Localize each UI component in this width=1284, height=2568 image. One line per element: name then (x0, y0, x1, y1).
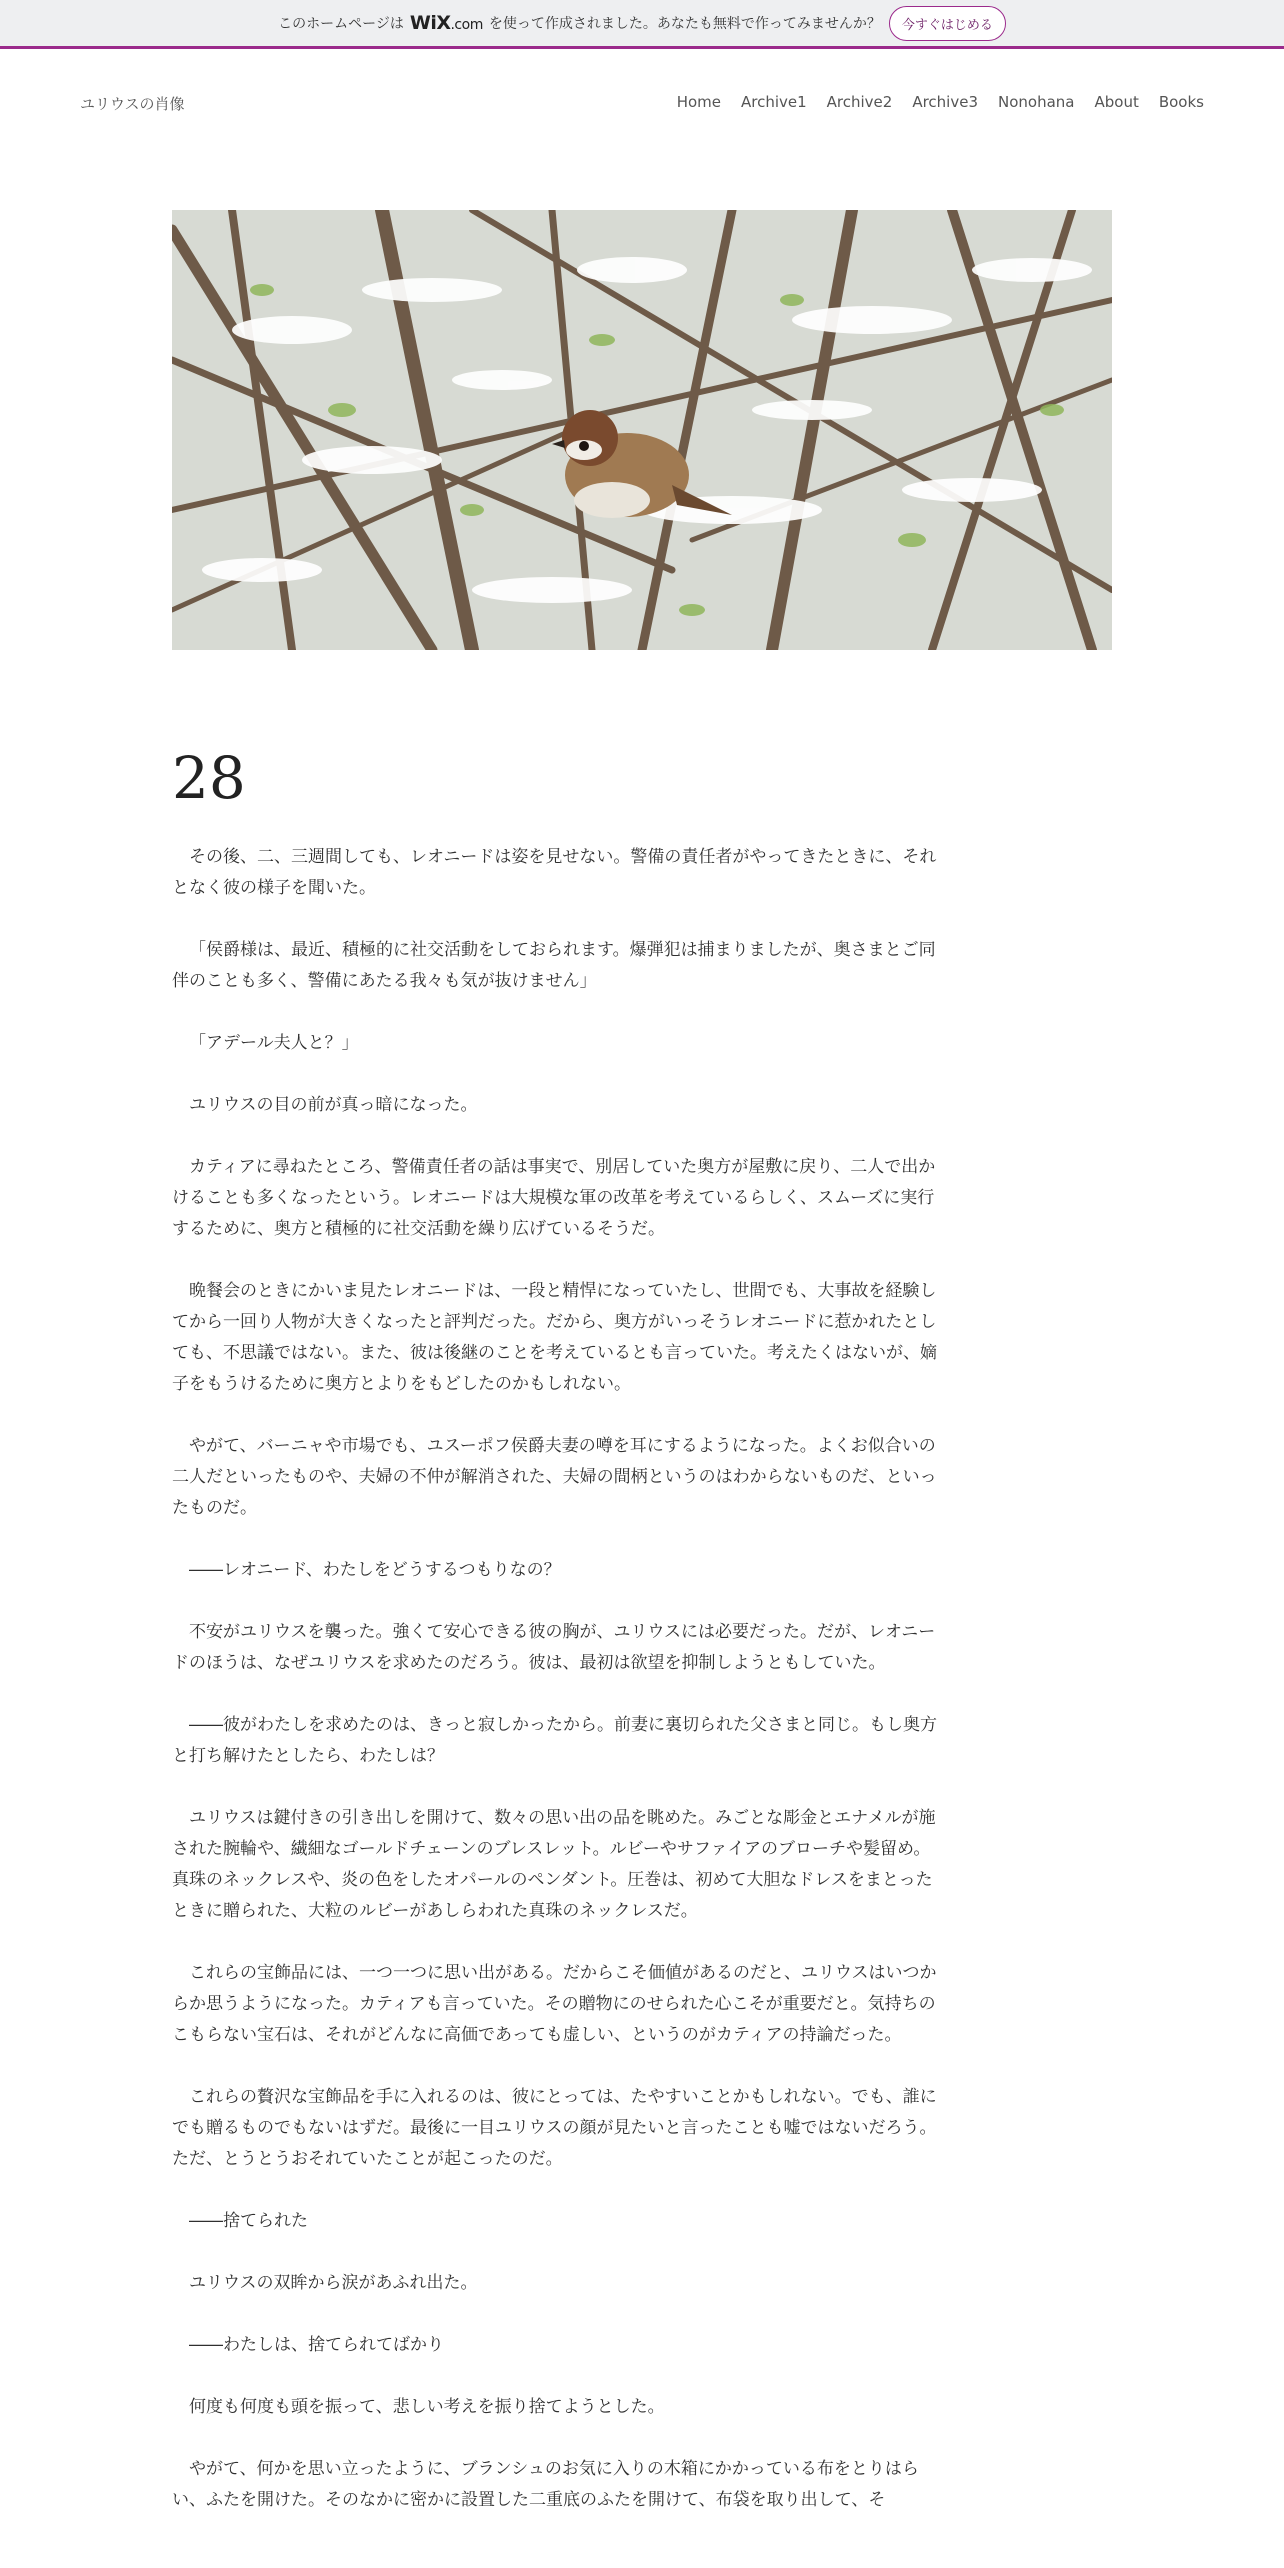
wix-logo-suffix: .com (450, 17, 483, 33)
paragraph: ユリウスの双眸から涙があふれ出た。 (189, 2273, 478, 2293)
wix-logo (410, 12, 483, 34)
paragraph: ユリウスは鍵付きの引き出しを開けて、数々の思い出の品を眺めた。みごとな彫金とエナメルが施された腕輪や、繊細なゴールドチェーンのブレスレット。ルビーやサファイアのブローチや髪留め。真珠のネックレスや、炎の色をしたオパールのペンダント。圧巻は、初めて大胆なドレスをまとったときに贈られた、大粒のルビーがあしらわれた真珠のネックレスだ。 (172, 1808, 936, 1921)
sparrow-on-snowy-branch-image (172, 210, 1112, 650)
paragraph: カティアに尋ねたところ、警備責任者の話は事実で、別居していた奥方が屋敷に戻り、二人で出かけることも多くなったという。レオニードは大規模な軍の改革を考えているらしく、スムーズに実行するために、奥方と積極的に社交活動を繰り広げているそうだ。 (172, 1157, 936, 1239)
banner-suffix: を使って作成されました。あなたも無料で作ってみませんか？ (488, 16, 881, 32)
paragraph: やがて、バーニャや市場でも、ユスーポフ侯爵夫妻の噂を耳にするようになった。よくお似合いの二人だといったものや、夫婦の不仲が解消された、夫婦の間柄というのはわからないものだ、といったものだ。 (172, 1436, 937, 1518)
nav-item-archive3[interactable]: Archive3 (912, 93, 978, 111)
paragraph: ユリウスの目の前が真っ暗になった。 (189, 1095, 478, 1115)
paragraph: 不安がユリウスを襲った。強くて安心できる彼の胸が、ユリウスには必要だった。だが、レオニードのほうは、なぜユリウスを求めたのだろう。彼は、最初は欲望を抑制しようともしていた。 (172, 1622, 936, 1673)
nav-item-books[interactable]: Books (1158, 93, 1204, 111)
banner-prefix: このホームページは (278, 16, 404, 32)
hero-image (172, 210, 1112, 650)
article-body (172, 842, 947, 2547)
paragraph: やがて、何かを思い立ったように、ブランシュのお気に入りの木箱にかかっている布をとりはらい、ふたを開けた。そのなかに密かに設置した二重底のふたを開けて、布袋を取り出して、そ (172, 2459, 919, 2510)
nav-item-about[interactable]: About (1094, 93, 1139, 111)
wix-logo-main: WiX (409, 12, 451, 34)
chapter-title: 28 (172, 743, 246, 812)
nav-item-home[interactable]: Home (676, 93, 721, 111)
wix-promo-banner (0, 0, 1284, 49)
paragraph: ――レオニード、わたしをどうするつもりなの？ (189, 1560, 561, 1580)
paragraph: その後、二、三週間しても、レオニードは姿を見せない。警備の責任者がやってきたときに、それとなく彼の様子を聞いた。 (172, 847, 937, 898)
paragraph: これらの贅沢な宝飾品を手に入れるのは、彼にとっては、たやすいことかもしれない。でも、誰にでも贈るものでもないはずだ。最後に一目ユリウスの顔が見たいと言ったことも嘘ではないだろう。ただ、とうとうおそれていたことが起こったのだ。 (172, 2087, 937, 2169)
paragraph: 「侯爵様は、最近、積極的に社交活動をしておられます。爆弾犯は捕まりましたが、奥さまとご同伴のことも多く、警備にあたる我々も気が抜けません」 (172, 940, 936, 991)
paragraph: 何度も何度も頭を振って、悲しい考えを振り捨てようとした。 (189, 2397, 665, 2417)
nav-item-archive2[interactable]: Archive2 (826, 93, 893, 111)
paragraph: ――彼がわたしを求めたのは、きっと寂しかったから。前妻に裏切られた父さまと同じ。もし奥方と打ち解けたとしたら、わたしは？ (172, 1715, 937, 1766)
main-nav (677, 93, 1204, 111)
nav-item-archive1[interactable]: Archive1 (740, 93, 807, 111)
paragraph: 「アデール夫人と？」 (189, 1033, 359, 1053)
paragraph: 晩餐会のときにかいま見たレオニードは、一段と精悍になっていたし、世間でも、大事故を経験してから一回り人物が大きくなったと評判だった。だから、奥方がいっそうレオニードに惹かれたとしても、不思議ではない。また、彼は後継のことを考えているとも言っていた。考えたくはないが、嫡子をもうけるために奥方とよりをもどしたのかもしれない。 (172, 1281, 937, 1394)
nav-item-nonohana[interactable]: Nonohana (998, 93, 1075, 111)
paragraph: ――捨てられた (189, 2211, 308, 2231)
paragraph: これらの宝飾品には、一つ一つに思い出がある。だからこそ価値があるのだと、ユリウスはいつからか思うようになった。カティアも言っていた。その贈物にのせられた心こそが重要だと。気持ちのこもらない宝石は、それがどんなに高価であっても虚しい、というのがカティアの持論だった。 (172, 1963, 937, 2045)
start-now-button[interactable]: 今すぐはじめる (889, 6, 1006, 41)
paragraph: ――わたしは、捨てられてばかり (189, 2335, 444, 2355)
site-title[interactable]: ユリウスの肖像 (80, 95, 185, 113)
